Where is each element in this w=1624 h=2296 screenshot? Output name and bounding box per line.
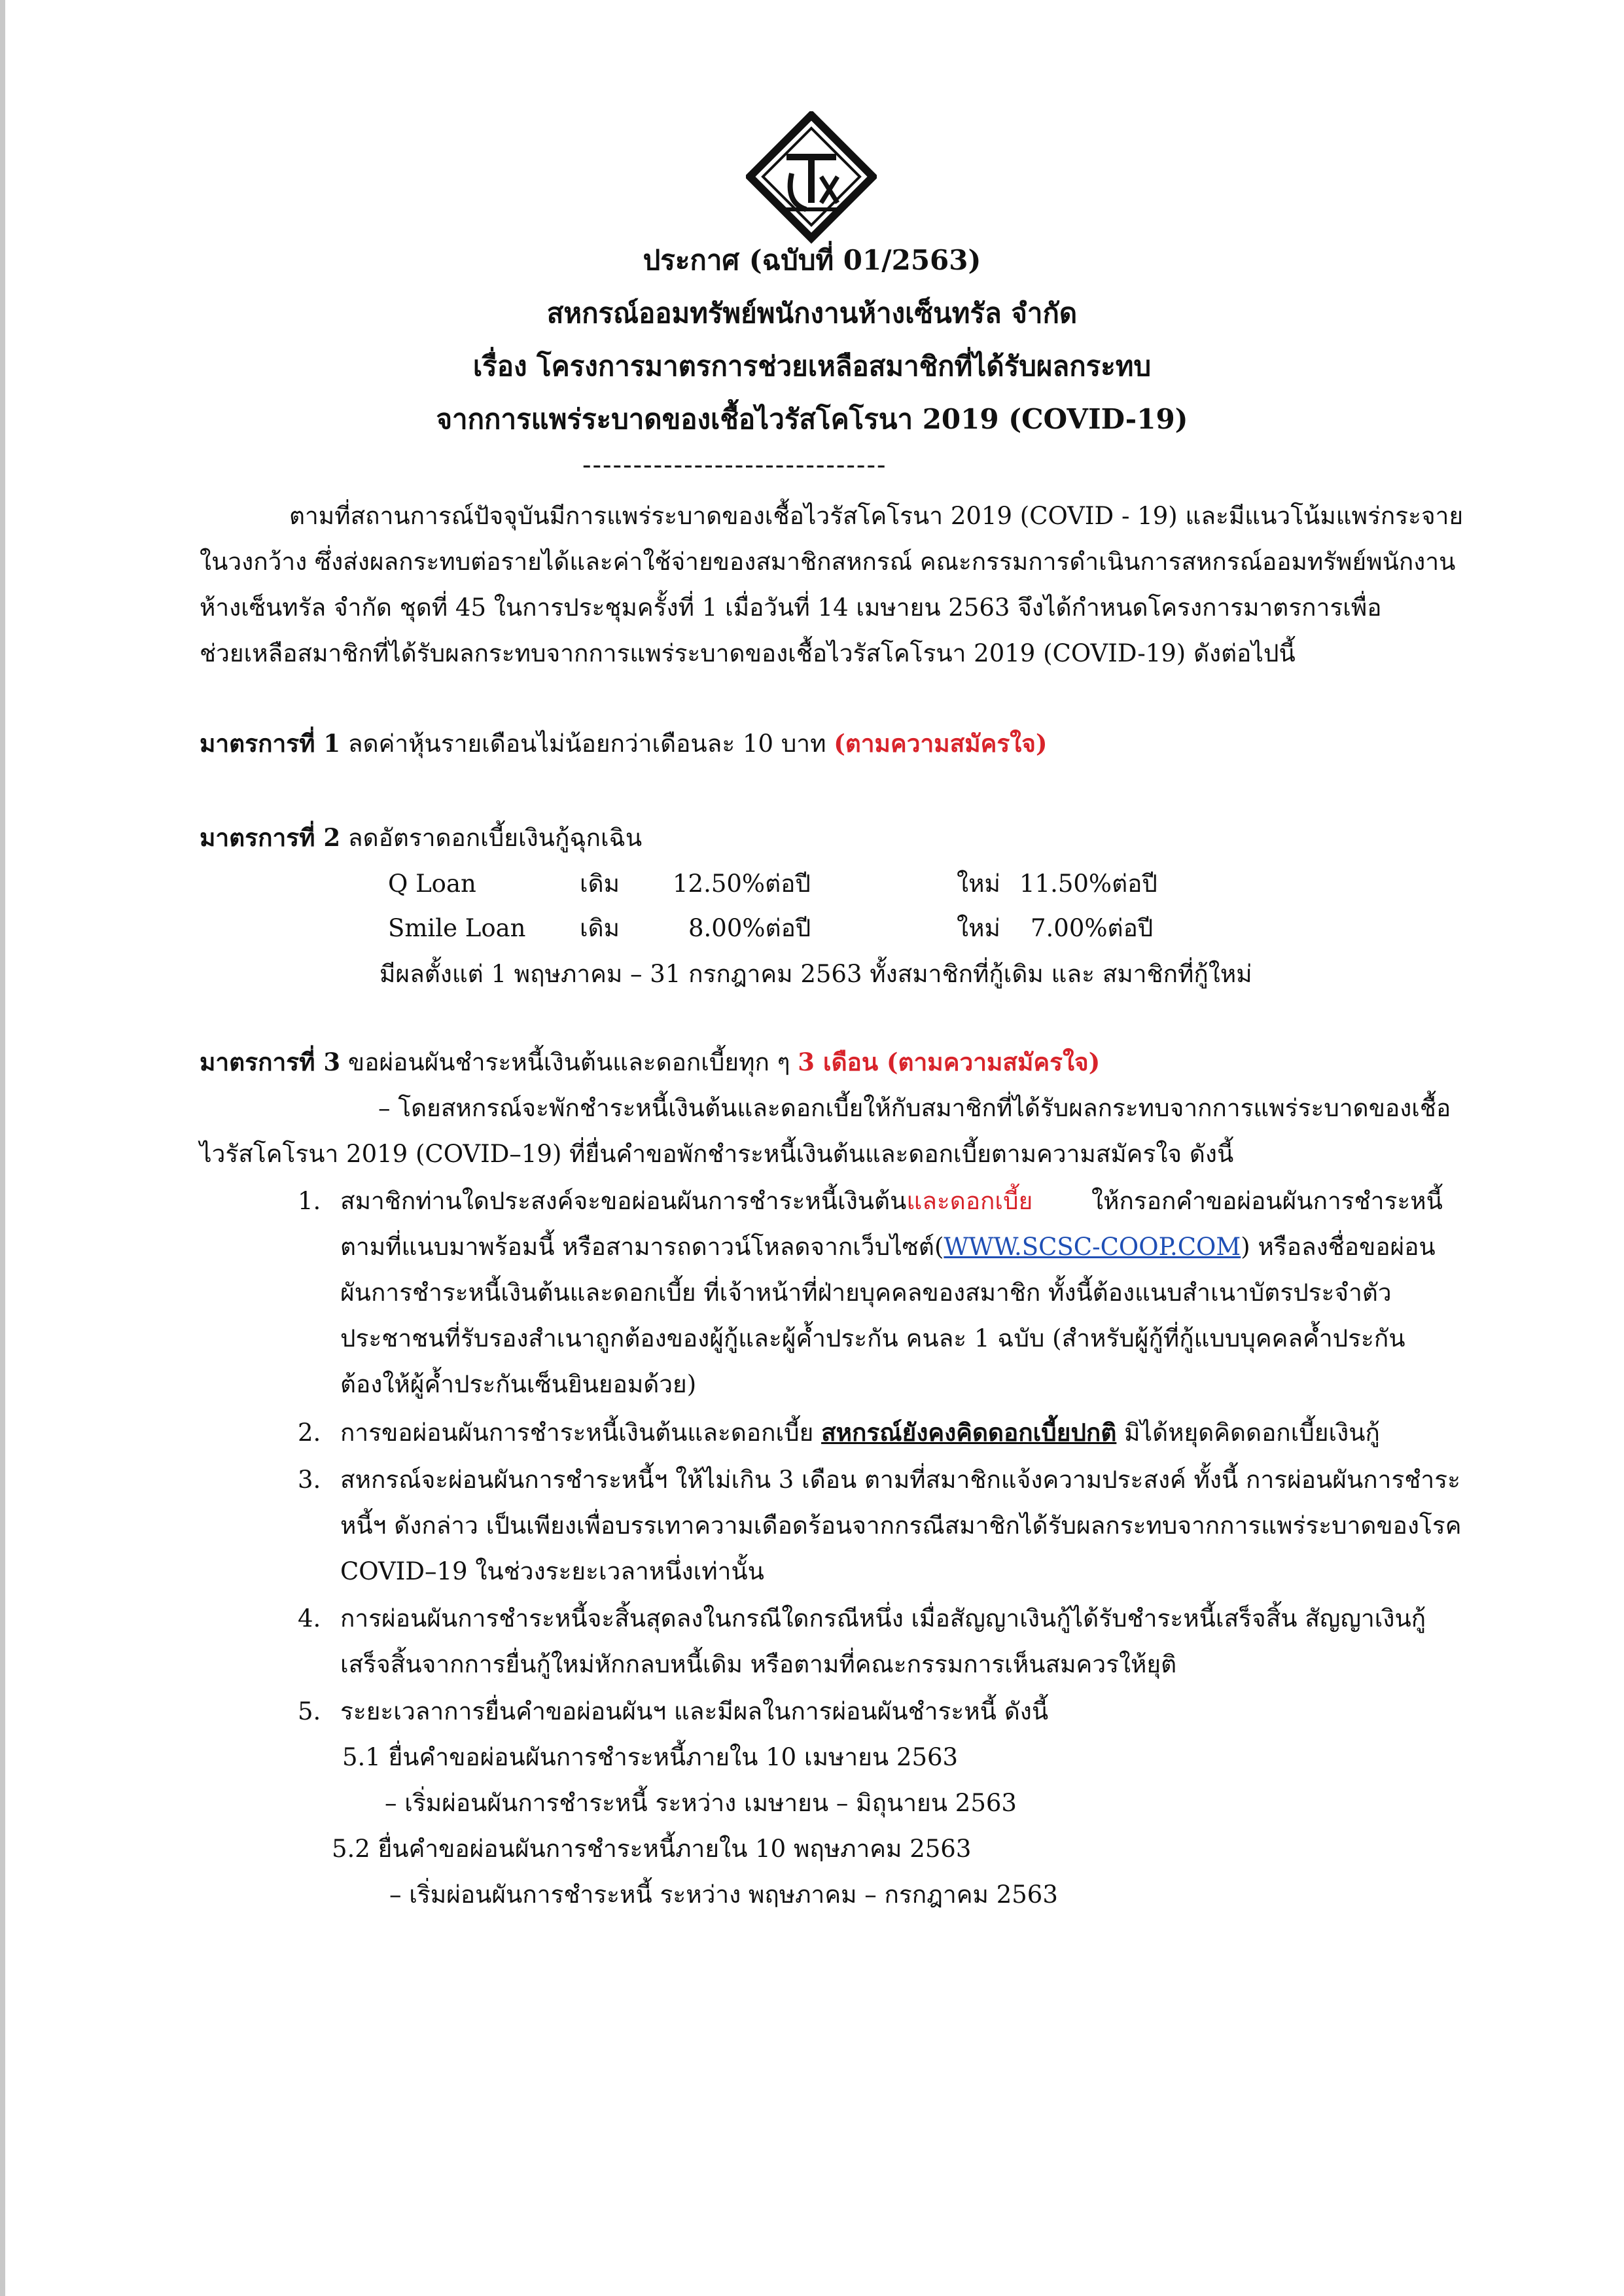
item-number: 5. <box>298 1697 321 1725</box>
item-2-line-1 <box>340 1418 1380 1447</box>
measure-3 <box>200 1050 1100 1074</box>
measure-3-desc-2: ไวรัสโคโรนา 2019 (COVID–19) ที่ยื่นคำขอพักชำระหนี้เงินต้นและดอกเบี้ยตามความสมัครใจ ดังนี้ <box>200 1140 1234 1168</box>
old-rate: 12.50%ต่อปี <box>673 870 811 898</box>
new-rate-label: ใหม่ <box>957 870 1000 898</box>
new-rate: 11.50%ต่อปี <box>1019 870 1157 898</box>
item-5-sub-1-detail: – เริ่มผ่อนผันการชำระหนี้ ระหว่าง เมษายน – มิถุนายน 2563 <box>385 1789 1017 1817</box>
measure-1-text: ลดค่าหุ้นรายเดือนไม่น้อยกว่าเดือนละ 10 บาท <box>347 730 826 758</box>
item-number: 4. <box>298 1604 321 1633</box>
old-rate: 8.00%ต่อปี <box>688 914 811 942</box>
item-2-underlined-text: สหกรณ์ยังคงคิดดอกเบี้ยปกติ <box>821 1418 1117 1447</box>
website-link[interactable]: WWW.SCSC-COOP.COM <box>944 1233 1241 1261</box>
measure-2 <box>200 823 643 852</box>
item-1-text: สมาชิกท่านใดประสงค์จะขอผ่อนผันการชำระหนี้เงินต้น <box>340 1187 907 1215</box>
intro-line-3: ห้างเซ็นทรัล จำกัด ชุดที่ 45 ในการประชุมครั้งที่ 1 เมื่อวันที่ 14 เมษายน 2563 จึงได้กำหนดโครงการมาตรการเพื่อ <box>200 593 1382 622</box>
item-1-text: ตามที่แนบมาพร้อมนี้ หรือสามารถดาวน์โหลดจากเว็บไซต์( <box>340 1233 944 1261</box>
measure-3-note: 3 เดือน (ตามความสมัครใจ) <box>798 1048 1101 1076</box>
item-1-line-1-end: ให้กรอกคำขอผ่อนผันการชำระหนี้ <box>1091 1187 1443 1215</box>
item-1-line-2 <box>340 1235 1436 1259</box>
measure-3-label: มาตรการที่ 3 <box>200 1048 341 1076</box>
item-3-line-1: สหกรณ์จะผ่อนผันการชำระหนี้ฯ ให้ไม่เกิน 3 เดือน ตามที่สมาชิกแจ้งความประสงค์ ทั้งนี้ การผ่อนผันการชำระ <box>340 1466 1460 1494</box>
loan-name: Q Loan <box>388 870 476 898</box>
measure-1-label: มาตรการที่ 1 <box>200 729 341 758</box>
measure-3-text: ขอผ่อนผันชำระหนี้เงินต้นและดอกเบี้ยทุก ๆ <box>347 1048 790 1076</box>
announcement-number: ประกาศ (ฉบับที่ 01/2563) <box>643 244 981 276</box>
cooperative-logo-icon <box>746 111 877 255</box>
item-number: 3. <box>298 1466 321 1494</box>
item-5-sub-2: 5.2 ยื่นคำขอผ่อนผันการชำระหนี้ภายใน 10 พฤษภาคม 2563 <box>332 1835 972 1863</box>
item-4-line-2: เสร็จสิ้นจากการยื่นกู้ใหม่หักกลบหนี้เดิม หรือตามที่คณะกรรมการเห็นสมควรให้ยุติ <box>340 1650 1177 1678</box>
item-number: 1. <box>298 1187 321 1215</box>
item-2-text: มิได้หยุดคิดดอกเบี้ยเงินกู้ <box>1124 1419 1380 1447</box>
measure-2-text: ลดอัตราดอกเบี้ยเงินกู้ฉุกเฉิน <box>347 824 643 852</box>
item-1-line-5: ต้องให้ผู้ค้ำประกันเซ็นยินยอมด้วย) <box>340 1370 697 1398</box>
item-5-sub-2-detail: – เริ่มผ่อนผันการชำระหนี้ ระหว่าง พฤษภาคม – กรกฎาคม 2563 <box>389 1881 1058 1909</box>
measure-3-desc-1: – โดยสหกรณ์จะพักชำระหนี้เงินต้นและดอกเบี้ยให้กับสมาชิกที่ได้รับผลกระทบจากการแพร่ระบาดของเชื้อ <box>378 1094 1451 1122</box>
item-5-sub-1: 5.1 ยื่นคำขอผ่อนผันการชำระหนี้ภายใน 10 เมษายน 2563 <box>342 1743 959 1771</box>
loan-name: Smile Loan <box>388 914 526 942</box>
intro-line-2: ในวงกว้าง ซึ่งส่งผลกระทบต่อรายได้และค่าใช้จ่ายของสมาชิกสหกรณ์ คณะกรรมการดำเนินการสหกรณ์ออมทรัพย์พนักงาน <box>200 548 1456 576</box>
measure-1 <box>200 729 1048 758</box>
subject-line-2: จากการแพร่ระบาดของเชื้อไวรัสโคโรนา 2019 (COVID-19) <box>436 403 1188 435</box>
item-3-line-2: หนี้ฯ ดังกล่าว เป็นเพียงเพื่อบรรเทาความเดือดร้อนจากกรณีสมาชิกได้รับผลกระทบจากการแพร่ระบาดของโรค <box>340 1511 1462 1540</box>
item-1-line-3: ผันการชำระหนี้เงินต้นและดอกเบี้ย ที่เจ้าหน้าที่ฝ่ายบุคคลของสมาชิก ทั้งนี้ต้องแนบสำเนาบัตรประจำตัว <box>340 1279 1392 1307</box>
measure-2-effective: มีผลตั้งแต่ 1 พฤษภาคม – 31 กรกฎาคม 2563 ทั้งสมาชิกที่กู้เดิม และ สมาชิกที่กู้ใหม่ <box>380 960 1252 988</box>
new-rate-label: ใหม่ <box>957 914 1000 942</box>
old-rate-label: เดิม <box>580 914 620 942</box>
item-5-line-1: ระยะเวลาการยื่นคำขอผ่อนผันฯ และมีผลในการผ่อนผันชำระหนี้ ดังนี้ <box>340 1697 1049 1725</box>
item-1-line-4: ประชาชนที่รับรองสำเนาถูกต้องของผู้กู้และผู้ค้ำประกัน คนละ 1 ฉบับ (สำหรับผู้กู้ที่กู้แบบบุคคลค้ำประกัน <box>340 1324 1405 1352</box>
measure-2-label: มาตรการที่ 2 <box>200 823 341 852</box>
new-rate: 7.00%ต่อปี <box>1031 914 1154 942</box>
organization-name: สหกรณ์ออมทรัพย์พนักงานห้างเซ็นทรัล จำกัด <box>546 297 1078 329</box>
item-2-text: การขอผ่อนผันการชำระหนี้เงินต้นและดอกเบี้ย <box>340 1419 814 1447</box>
item-1-text: ) หรือลงชื่อขอผ่อน <box>1241 1233 1436 1261</box>
old-rate-label: เดิม <box>580 870 620 898</box>
intro-line-1: ตามที่สถานการณ์ปัจจุบันมีการแพร่ระบาดของเชื้อไวรัสโคโรนา 2019 (COVID - 19) และมีแนวโน้มแพร่กระจาย <box>289 502 1464 530</box>
title-divider: ------------------------------ <box>582 450 887 480</box>
item-4-line-1: การผ่อนผันการชำระหนี้จะสิ้นสุดลงในกรณีใดกรณีหนึ่ง เมื่อสัญญาเงินกู้ได้รับชำระหนี้เสร็จสิ้น สัญญาเงินกู้ <box>340 1604 1426 1633</box>
item-3-line-3: COVID–19 ในช่วงระยะเวลาหนึ่งเท่านั้น <box>340 1557 764 1585</box>
intro-line-4: ช่วยเหลือสมาชิกที่ได้รับผลกระทบจากการแพร่ระบาดของเชื้อไวรัสโคโรนา 2019 (COVID-19) ดังต่อไปนี้ <box>200 639 1296 667</box>
measure-1-note: (ตามความสมัครใจ) <box>834 729 1048 758</box>
item-1-red-text: และดอกเบี้ย <box>906 1187 1033 1215</box>
item-number: 2. <box>298 1419 321 1447</box>
subject-line: เรื่อง โครงการมาตรการช่วยเหลือสมาชิกที่ได้รับผลกระทบ <box>472 350 1152 382</box>
item-1-line-1 <box>340 1189 1033 1213</box>
